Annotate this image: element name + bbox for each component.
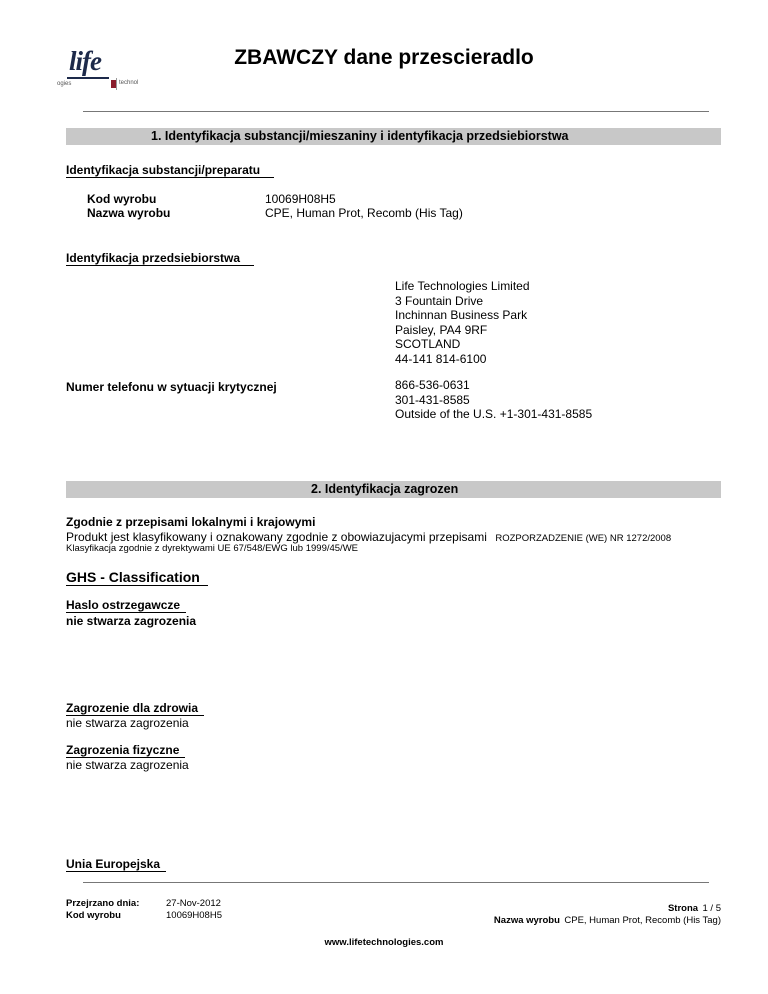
logo-divider	[116, 78, 117, 90]
website-link[interactable]: www.lifetechnologies.com	[324, 937, 444, 948]
address-line: Inchinnan Business Park	[395, 308, 528, 322]
physical-hazard-value: nie stwarza zagrozenia	[66, 758, 189, 772]
emergency-number: 866-536-0631	[395, 378, 470, 392]
logo-wordmark: life	[69, 46, 101, 76]
health-hazard-label: Zagrozenie dla zdrowia	[66, 701, 204, 716]
signal-word-value: nie stwarza zagrozenia	[66, 614, 197, 628]
footer-name-value: CPE, Human Prot, Recomb (His Tag)	[564, 915, 721, 926]
header-divider	[83, 111, 709, 112]
section-1-title: 1. Identyfikacja substancji/mieszaniny i identyfikacja przedsiebiorstwa	[151, 129, 569, 143]
address-line: 3 Fountain Drive	[395, 293, 484, 308]
address-line: Life Technologies Limited	[395, 279, 530, 293]
revised-date-label: Przejrzano dnia:	[66, 898, 140, 909]
product-code-value: 10069H08H5	[265, 192, 336, 206]
physical-hazard-label: Zagrozenia fizyczne	[66, 743, 185, 758]
product-name-value: CPE, Human Prot, Recomb (His Tag)	[265, 206, 463, 220]
emergency-phone-numbers	[395, 378, 592, 422]
signal-word-label: Haslo ostrzegawcze	[66, 598, 186, 613]
product-code-label: Kod wyrobu	[87, 192, 157, 206]
logo-left-fragment: ogies	[57, 81, 72, 87]
classification-directive: Klasyfikacja zgodnie z dyrektywami UE 67/548/EWG lub 1999/45/WE	[66, 543, 358, 554]
company-address	[395, 279, 530, 366]
page-value: 1 / 5	[702, 903, 721, 914]
footer-divider	[83, 882, 709, 883]
section-2-title: 2. Identyfikacja zagrozen	[311, 482, 459, 496]
eu-heading: Unia Europejska	[66, 857, 166, 872]
page-title: ZBAWCZY dane przescieradlo	[234, 46, 534, 69]
emergency-phone-label: Numer telefonu w sytuacji krytycznej	[66, 380, 277, 394]
footer-name-label: Nazwa wyrobu	[493, 915, 560, 926]
health-hazard-value: nie stwarza zagrozenia	[66, 716, 189, 730]
substance-subheading: Identyfikacja substancji/preparatu	[66, 163, 274, 178]
page-label: Strona	[667, 903, 699, 914]
footer-code-label: Kod wyrobu	[66, 910, 121, 921]
footer-code-value: 10069H08H5	[166, 910, 222, 921]
address-line: 44-141 814-6100	[395, 351, 487, 366]
address-line: Paisley, PA4 9RF	[395, 322, 488, 337]
regulations-reference: ROZPORZADZENIE (WE) NR 1272/2008	[495, 533, 672, 544]
regulations-text: Produkt jest klasyfikowany i oznakowany zgodnie z obowiazujacymi przepisami	[66, 530, 487, 544]
section-1-header	[66, 128, 721, 145]
revised-date-value: 27-Nov-2012	[166, 898, 221, 909]
company-subheading: Identyfikacja przedsiebiorstwa	[66, 251, 254, 266]
address-line: SCOTLAND	[395, 337, 461, 351]
footer-product-name	[494, 910, 721, 928]
product-name-label: Nazwa wyrobu	[87, 206, 171, 220]
section-2-header	[66, 481, 721, 498]
regulations-heading: Zgodnie z przepisami lokalnymi i krajowymi	[66, 515, 316, 529]
logo-underline	[67, 77, 109, 79]
emergency-number: 301-431-8585	[395, 392, 470, 407]
ghs-heading: GHS - Classification	[66, 569, 208, 586]
emergency-number: Outside of the U.S. +1-301-431-8585	[395, 407, 593, 421]
logo-right-fragment: technol	[119, 80, 139, 86]
